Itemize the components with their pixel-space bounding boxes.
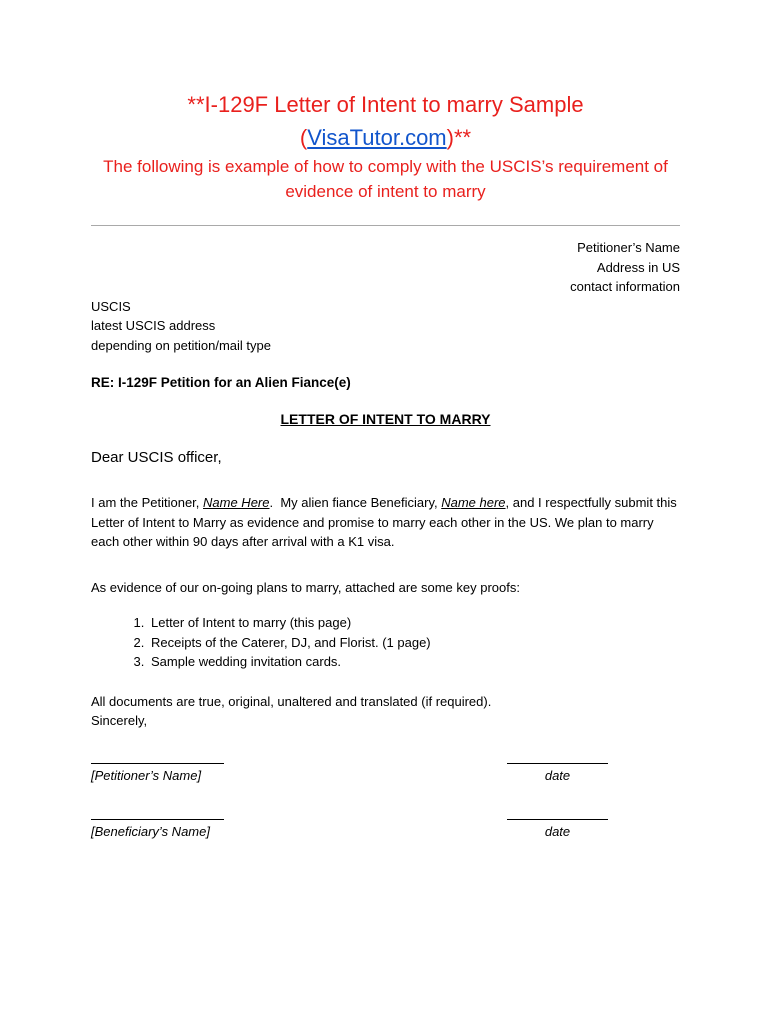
title-paren-close: )** (446, 125, 472, 150)
petitioner-signature-label: [Petitioner’s Name] (91, 767, 202, 783)
uscis-note-line: depending on petition/mail type (91, 337, 271, 353)
page-title-line1: **I-129F Letter of Intent to marry Sample (187, 92, 584, 117)
uscis-name-line: USCIS (91, 298, 131, 314)
intro-text-part1: I am the Petitioner, (91, 495, 204, 510)
beneficiary-signature-line (91, 806, 224, 820)
intro-text-part2: . My alien fiance Beneficiary, (269, 495, 442, 510)
intro-text-part3: , and I respectfully submit this Letter of Intent to Marry as evidence and promise to marry each other in the US. We plan to marry each other within 90 days after arrival with a K1 visa. (91, 495, 681, 549)
beneficiary-name-placeholder: Name here (441, 495, 506, 510)
proof-item-2: 2. Receipts of the Caterer, DJ, and Florist. (1 page) (148, 633, 680, 653)
closing-statement: All documents are true, original, unaltered and translated (if required). (91, 693, 492, 709)
petitioner-signature-line (91, 750, 224, 764)
petitioner-contact-line: contact information (570, 279, 680, 294)
proof-item-1: 1. Letter of Intent to marry (this page) (148, 613, 680, 633)
uscis-address-line: latest USCIS address (91, 318, 216, 333)
re-subject-line: RE: I-129F Petition for an Alien Fiance(e) (91, 375, 351, 390)
closing-block (91, 692, 680, 731)
visatutor-link[interactable]: VisaTutor.com (307, 125, 447, 150)
petitioner-date-area (507, 750, 608, 784)
petitioner-name-placeholder: Name Here (203, 495, 270, 510)
uscis-address-block (91, 297, 680, 356)
beneficiary-date-line (507, 806, 608, 820)
page-title-line2 (91, 121, 680, 154)
evidence-intro: As evidence of our on-going plans to marry, attached are some key proofs: (91, 579, 520, 595)
letter-heading: LETTER OF INTENT TO MARRY (280, 411, 491, 427)
petitioner-address-line: Address in US (596, 259, 680, 275)
signature-block-petitioner (91, 750, 680, 784)
intro-paragraph (91, 493, 680, 552)
page-subtitle-line1: The following is example of how to comply with the USCIS’s requirement of (103, 157, 668, 176)
page-subtitle-line2: evidence of intent to marry (285, 182, 486, 201)
header-divider (91, 225, 680, 226)
petitioner-name-line: Petitioner’s Name (577, 240, 680, 255)
title-paren-open: ( (299, 125, 308, 150)
beneficiary-signature-area (91, 806, 507, 840)
signoff: Sincerely, (91, 713, 148, 728)
beneficiary-signature-label: [Beneficiary’s Name] (91, 823, 210, 839)
proof-item-3: 3. Sample wedding invitation cards. (148, 652, 680, 672)
petitioner-date-label: date (544, 767, 571, 783)
petitioner-date-line (507, 750, 608, 764)
petitioner-signature-area (91, 750, 507, 784)
proofs-list (91, 613, 680, 672)
beneficiary-date-area (507, 806, 608, 840)
beneficiary-date-label: date (544, 823, 571, 839)
petitioner-address-block (91, 238, 680, 297)
salutation: Dear USCIS officer, (91, 449, 222, 466)
signature-block-beneficiary (91, 806, 680, 840)
